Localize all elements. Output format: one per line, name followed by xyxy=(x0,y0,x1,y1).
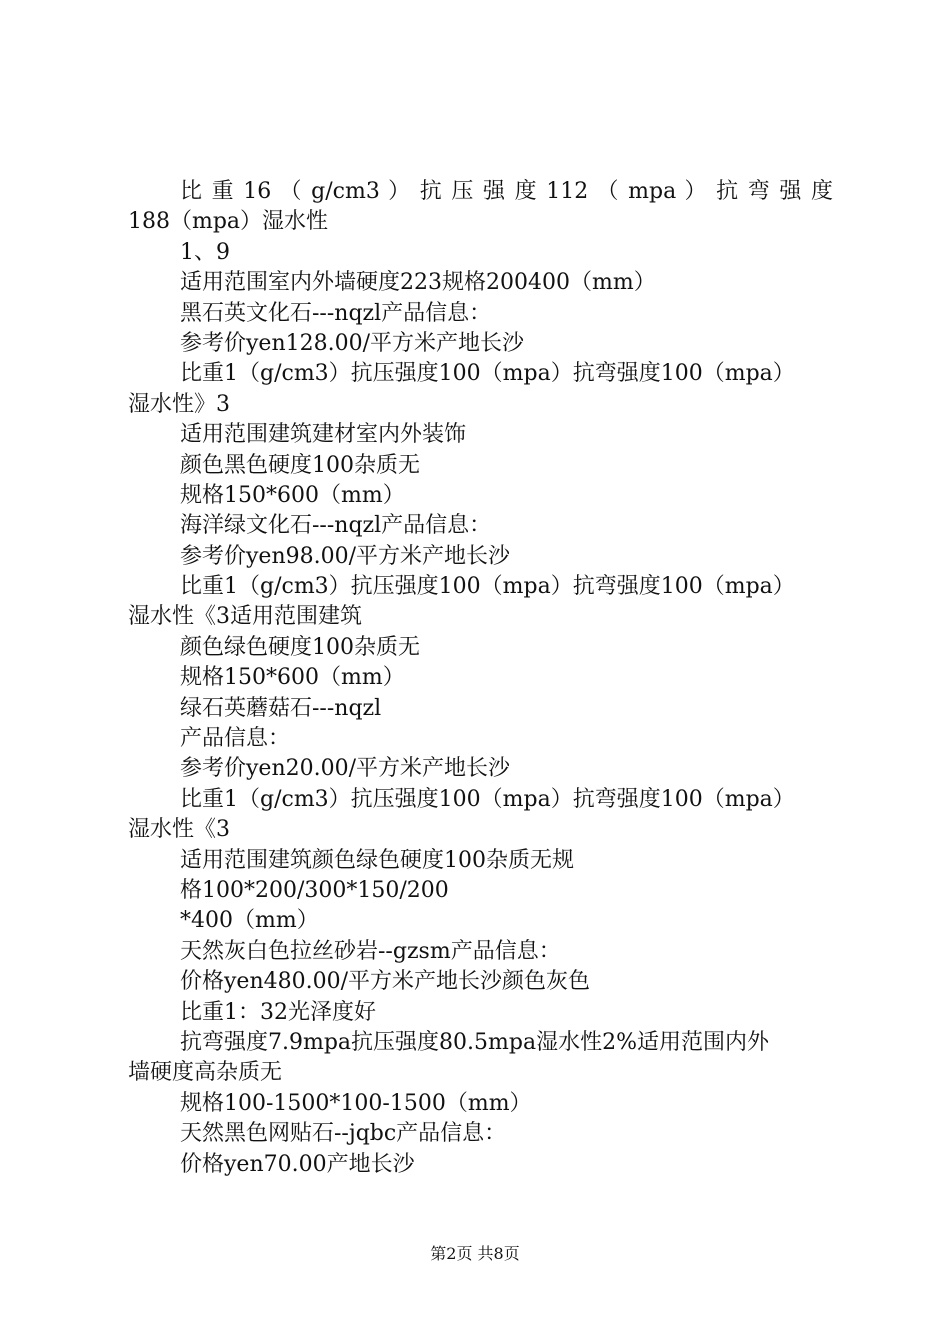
text-line: 湿水性《3适用范围建筑 xyxy=(128,604,362,630)
text-line: 适用范围建筑建材室内外装饰 xyxy=(180,422,467,448)
text-line: *400（mm） xyxy=(180,908,319,934)
text-line: 参考价yen20.00/平方米产地长沙 xyxy=(180,756,511,782)
text-line: 产品信息： xyxy=(180,726,291,752)
text-line: 比 重 16 （ g/cm3 ） 抗 压 强 度 112 （ mpa ） 抗 弯 强 度 xyxy=(180,179,833,204)
page-number-footer: 第2页 共8页 xyxy=(430,1244,520,1263)
text-line: 适用范围建筑颜色绿色硬度100杂质无规 xyxy=(180,847,574,873)
text-line: 规格150*600（mm） xyxy=(180,482,405,508)
text-line: 比重1（g/cm3）抗压强度100（mpa）抗弯强度100（mpa） xyxy=(180,574,795,600)
text-line: 天然黑色网贴石--jqbc产品信息： xyxy=(180,1121,507,1147)
text-line: 比重1（g/cm3）抗压强度100（mpa）抗弯强度100（mpa） xyxy=(180,786,795,812)
text-line: 规格150*600（mm） xyxy=(180,665,405,691)
text-line: 参考价yen98.00/平方米产地长沙 xyxy=(180,543,511,569)
text-line: 湿水性》3 xyxy=(128,391,230,417)
document-body xyxy=(128,177,833,1180)
text-line: 抗弯强度7.9mpa抗压强度80.5mpa湿水性2%适用范围内外 xyxy=(180,1029,769,1055)
text-line: 墙硬度高杂质无 xyxy=(128,1060,283,1086)
text-line: 颜色黑色硬度100杂质无 xyxy=(180,452,420,478)
text-line: 参考价yen128.00/平方米产地长沙 xyxy=(180,330,525,356)
text-line: 1、9 xyxy=(180,239,230,265)
text-line: 绿石英蘑菇石---nqzl xyxy=(180,695,382,721)
text-line: 格100*200/300*150/200 xyxy=(180,877,449,903)
text-line: 海洋绿文化石---nqzl产品信息： xyxy=(180,513,492,539)
text-line: 比重1（g/cm3）抗压强度100（mpa）抗弯强度100（mpa） xyxy=(180,361,795,387)
text-line: 颜色绿色硬度100杂质无 xyxy=(180,634,420,660)
text-line: 价格yen480.00/平方米产地长沙颜色灰色 xyxy=(180,969,591,995)
text-line: 适用范围室内外墙硬度223规格200400（mm） xyxy=(180,270,656,296)
text-line: 价格yen70.00产地长沙 xyxy=(180,1151,415,1177)
text-line: 比重1：32光泽度好 xyxy=(180,999,376,1025)
text-line: 规格100-1500*100-1500（mm） xyxy=(180,1090,532,1116)
text-line: 湿水性《3 xyxy=(128,817,230,843)
text-line: 188（mpa）湿水性 xyxy=(128,209,329,235)
text-line: 天然灰白色拉丝砂岩--gzsm产品信息： xyxy=(180,938,561,964)
text-line: 黑石英文化石---nqzl产品信息： xyxy=(180,300,492,326)
